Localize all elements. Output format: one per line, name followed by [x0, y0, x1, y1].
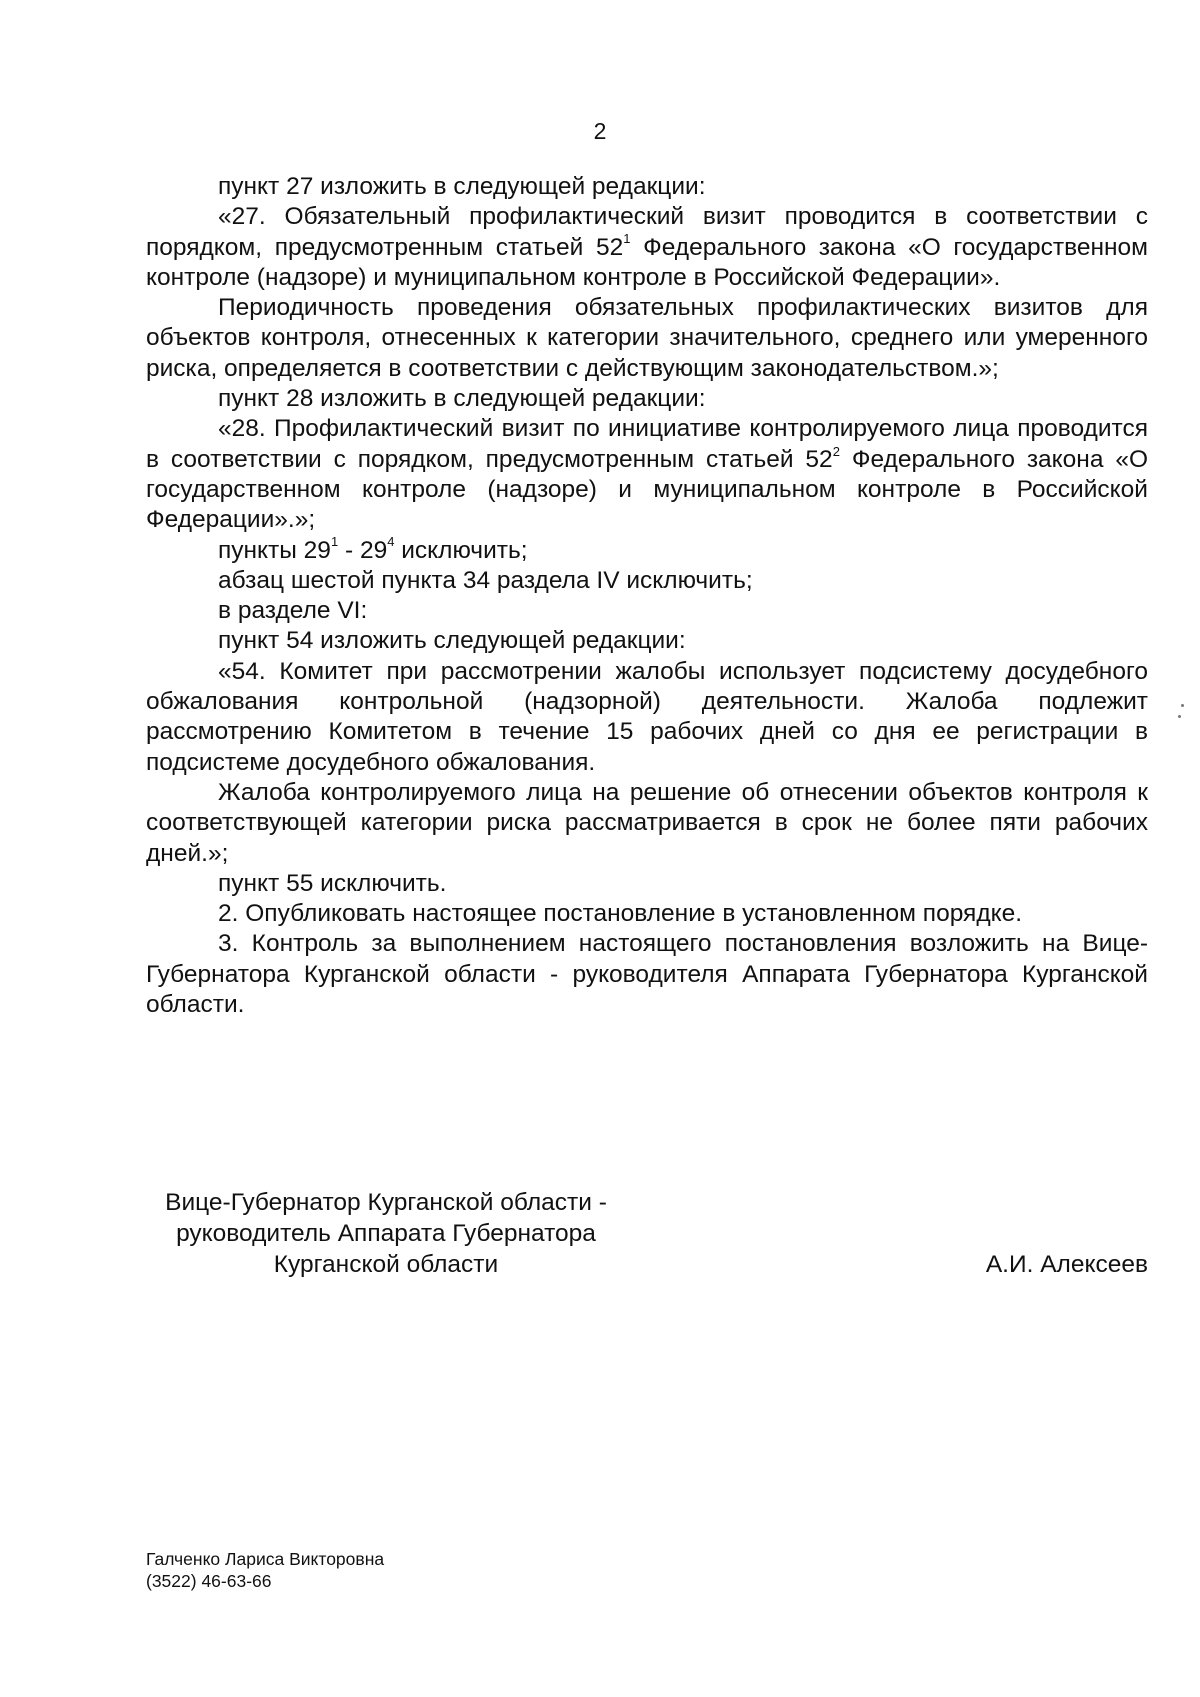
- paragraph: [146, 414, 1148, 535]
- paragraph: пункт 27 изложить в следующей редакции:: [218, 173, 706, 200]
- paragraph-text: Федерального закона «О государственном контроле (надзоре) и муниципальном контроле в Российской Федерации».»;: [146, 445, 1149, 534]
- paragraph: в разделе VI:: [218, 597, 368, 625]
- paragraph: [146, 536, 1148, 566]
- signature-position: [146, 1187, 626, 1280]
- paragraph-text: «27. Обязательный профилактический визит проводится в соответствии с порядком, предусмотренным статьей 52: [146, 203, 1148, 261]
- paragraph-text: - 29: [338, 536, 388, 564]
- superscript: 1: [330, 534, 339, 550]
- paragraph-text: пункты 29: [218, 536, 331, 564]
- superscript: 4: [387, 534, 395, 550]
- signature-position-line: Вице-Губернатор Курганской области -: [165, 1189, 607, 1216]
- paragraph-text: исключить;: [401, 536, 528, 564]
- page-number: 2: [593, 118, 607, 144]
- signature-position-line: Курганской области: [273, 1251, 499, 1278]
- paragraph: Периодичность проведения обязательных профилактических визитов для объектов контроля, отнесенных к категории значительного, среднего или умеренного риска, определяется в соответствии с действующим законодательством.»;: [146, 294, 1148, 382]
- paragraph: 3. Контроль за выполнением настоящего постановления возложить на Вице-Губернатора Курганской области - руководителя Аппарата Губернатора Курганской области.: [146, 930, 1148, 1019]
- paragraph: абзац шестой пункта 34 раздела IV исключить;: [218, 566, 753, 594]
- paragraph-text: «28. Профилактический визит по инициативе контролируемого лица проводится в соответствии с порядком, предусмотренным статьей 52: [146, 415, 1148, 473]
- paragraph: «54. Комитет при рассмотрении жалобы использует подсистему досудебного обжалования контрольной (надзорной) деятельности. Жалоба подлежит рассмотрению Комитетом в течение 15 рабочих дней со дня ее регистрации в подсистеме досудебного обжалования.: [146, 657, 1148, 776]
- paragraph-text: Федерального закона «О государственном контроле (надзоре) и муниципальном контроле в Российской Федерации».: [146, 233, 1148, 291]
- superscript: 1: [623, 231, 631, 247]
- executor-phone: (3522) 46-63-66: [146, 1571, 272, 1591]
- scan-speck: [1178, 715, 1181, 718]
- scan-speck: [1181, 704, 1184, 707]
- paragraph: пункт 28 изложить в следующей редакции:: [218, 385, 706, 413]
- document-body: [146, 172, 1148, 1020]
- paragraph: Жалоба контролируемого лица на решение об отнесении объектов контроля к соответствующей категории риска рассматривается в срок не более пяти рабочих дней.»;: [146, 778, 1148, 867]
- paragraph: [146, 202, 1148, 293]
- executor-block: [146, 1548, 384, 1592]
- paragraph: пункт 55 исключить.: [218, 869, 447, 897]
- superscript: 2: [832, 443, 840, 459]
- signature-position-line: руководитель Аппарата Губернатора: [176, 1220, 596, 1247]
- paragraph: пункт 54 изложить следующей редакции:: [218, 627, 686, 655]
- executor-name: Галченко Лариса Викторовна: [146, 1549, 385, 1569]
- signer-name: А.И. Алексеев: [985, 1251, 1148, 1278]
- paragraph: 2. Опубликовать настоящее постановление в установленном порядке.: [218, 900, 1023, 928]
